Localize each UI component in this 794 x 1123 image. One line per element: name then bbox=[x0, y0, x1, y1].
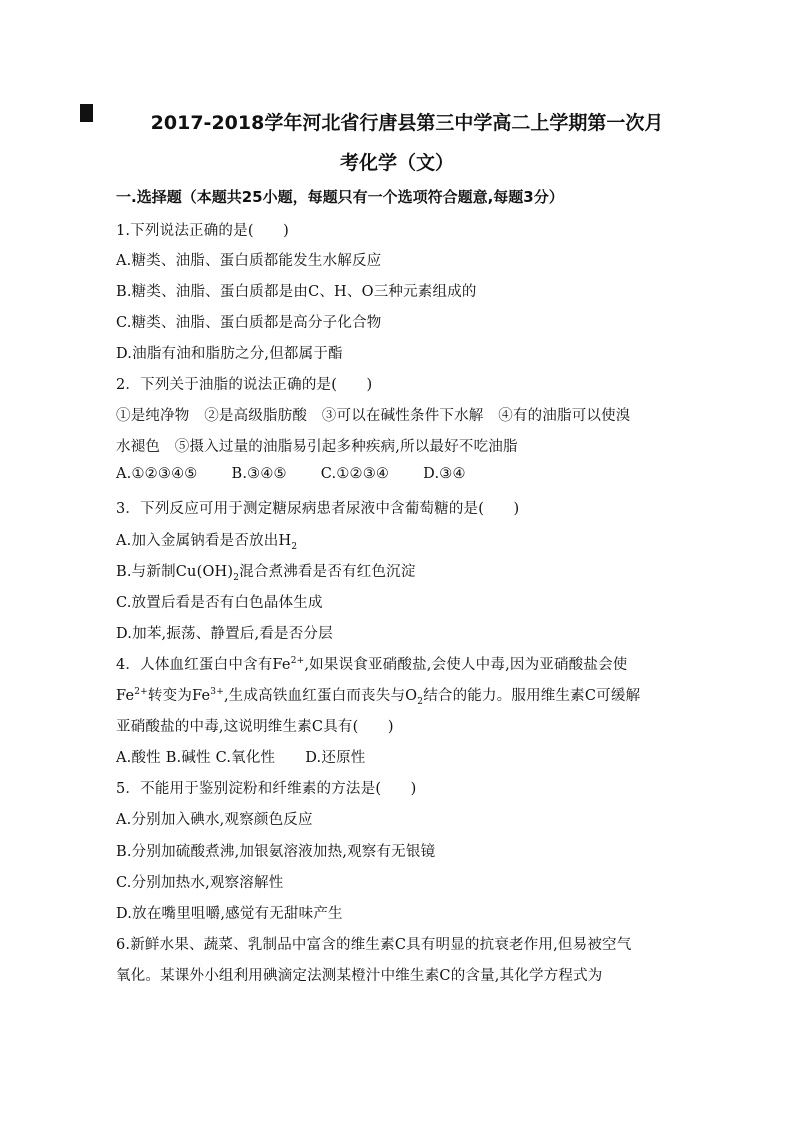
q2-options bbox=[116, 466, 466, 482]
q2-option-c: C.①②③④ bbox=[320, 466, 390, 482]
exam-title-line2: 考化学（文） bbox=[339, 152, 454, 174]
q1-option-d: D.油脂有油和脂肪之分,但都属于酯 bbox=[116, 346, 343, 362]
q5-option-b: B.分别加硫酸煮沸,加银氨溶液加热,观察有无银镜 bbox=[116, 844, 436, 860]
q3-option-a: A.加入金属钠看是否放出$H_2$ bbox=[116, 533, 298, 552]
q3-stem: 3．下列反应可用于测定糖尿病患者尿液中含葡萄糖的是( ) bbox=[116, 501, 520, 517]
section-heading: 一.选择题（本题共25小题，每题只有一个选项符合题意,每题3分） bbox=[116, 188, 564, 206]
exam-title-line1: 2017-2018学年河北省行唐县第三中学高二上学期第一次月 bbox=[150, 112, 664, 134]
q4-stem-line3: 亚硝酸盐的中毒,这说明维生素C具有( ) bbox=[116, 719, 394, 735]
q2-option-b: B.③④⑤ bbox=[231, 466, 287, 482]
q5-option-a: A.分别加入碘水,观察颜色反应 bbox=[116, 812, 313, 828]
q4-stem-line2: $Fe^{2+}$转变为$Fe^{3+}$,生成高铁血红蛋白而丧失与$O_2$结合的能力。服用维生素C可缓解 bbox=[116, 687, 641, 707]
q4-options-abc: A.酸性 B.碱性 C.氧化性 bbox=[116, 750, 276, 766]
q1-option-c: C.糖类、油脂、蛋白质都是高分子化合物 bbox=[116, 315, 382, 331]
q2-option-d: D.③④ bbox=[423, 466, 466, 482]
q2-option-a: A.①②③④⑤ bbox=[116, 466, 198, 482]
q4-stem-line1: 4．人体血红蛋白中含有$Fe^{2+}$,如果误食亚硝酸盐,会使人中毒,因为亚硝酸盐会使 bbox=[116, 656, 628, 673]
q5-option-c: C.分别加热水,观察溶解性 bbox=[116, 875, 284, 891]
q1-option-b: B.糖类、油脂、蛋白质都是由C、H、O三种元素组成的 bbox=[116, 284, 477, 300]
q4-options bbox=[116, 746, 365, 767]
q6-stem-line2: 氧化。某课外小组利用碘滴定法测某橙汁中维生素C的含量,其化学方程式为 bbox=[116, 968, 603, 984]
q2-stem: 2．下列关于油脂的说法正确的是( ) bbox=[116, 377, 373, 393]
q3-option-b: B.与新制$Cu(OH)_2$混合煮沸看是否有红色沉淀 bbox=[116, 564, 416, 583]
q5-stem: 5．不能用于鉴别淀粉和纤维素的方法是( ) bbox=[116, 781, 417, 797]
q3-option-c: C.放置后看是否有白色晶体生成 bbox=[116, 595, 323, 611]
q3-option-d: D.加苯,振荡、静置后,看是否分层 bbox=[116, 626, 333, 642]
q1-stem: 1.下列说法正确的是( ) bbox=[116, 223, 289, 239]
q5-option-d: D.放在嘴里咀嚼,感觉有无甜味产生 bbox=[116, 906, 343, 922]
q2-statements-line1: ①是纯净物 ②是高级脂肪酸 ③可以在碱性条件下水解 ④有的油脂可以使溴 bbox=[116, 408, 631, 424]
q4-option-d: D.还原性 bbox=[305, 750, 366, 766]
q6-stem-line1: 6.新鲜水果、蔬菜、乳制品中富含的维生素C具有明显的抗衰老作用,但易被空气 bbox=[116, 937, 632, 953]
q2-statements-line2: 水褪色 ⑤摄入过量的油脂易引起多种疾病,所以最好不吃油脂 bbox=[116, 439, 518, 455]
q1-option-a: A.糖类、油脂、蛋白质都能发生水解反应 bbox=[116, 253, 382, 269]
